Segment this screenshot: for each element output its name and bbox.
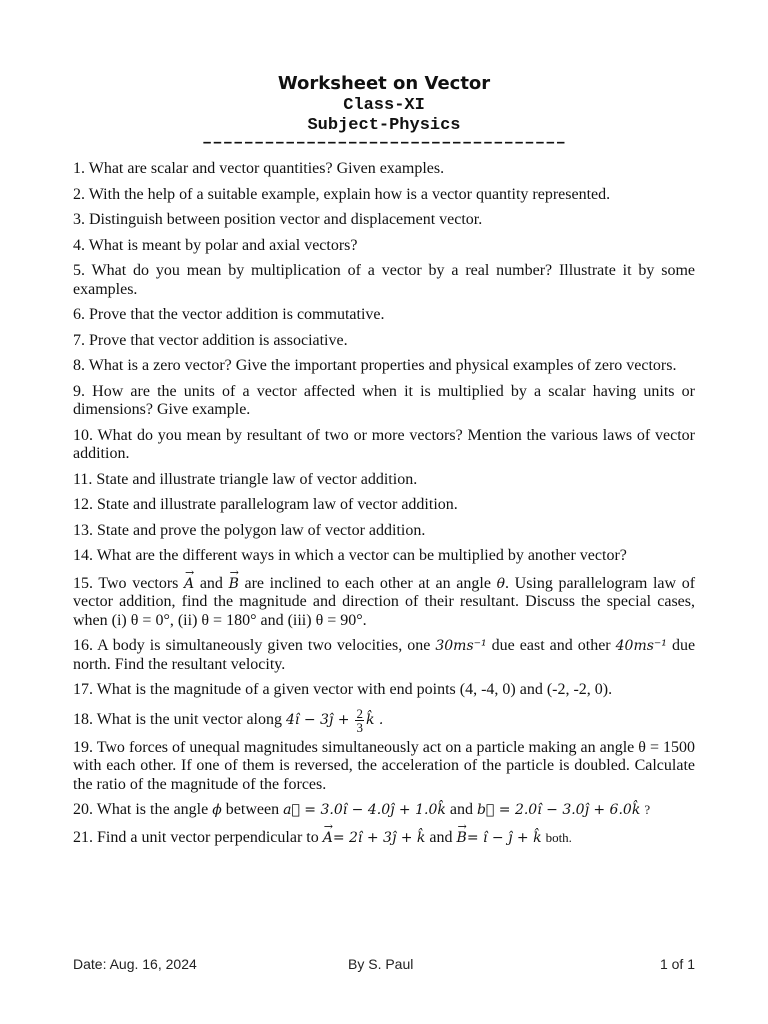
- q15-text-3: are inclined to each other at an angle: [244, 574, 491, 592]
- vector-a-components: = 2î + 3ĵ + k̂: [332, 829, 426, 846]
- q15-text-2: and: [199, 574, 223, 592]
- question-15: [73, 573, 695, 631]
- question-2: 2. With the help of a suitable example, explain how is a vector quantity represented.: [73, 185, 611, 203]
- unit-vector-expression: 4î − 3ĵ +: [286, 711, 350, 728]
- question-14: 14. What are the different ways in which a vector can be multiplied by another vector?: [73, 547, 627, 564]
- question-4: 4. What is meant by polar and axial vectors?: [73, 236, 358, 254]
- vector-a-symbol: → A: [184, 573, 194, 594]
- question-9: 9. How are the units of a vector affected when it is multiplied by a scalar having units or dimensions? Give example.: [73, 382, 695, 418]
- q15-text-4: . Using parallelogram law of vector addition, find the magnitude and direction of their resultant. Discuss the special cases, when (i) θ = 0°, (ii) θ = 180° and (iii) θ = 90°.: [73, 574, 696, 629]
- footer-author: By S. Paul: [348, 956, 414, 972]
- fraction-denominator: 3: [356, 719, 363, 735]
- question-12: 12. State and illustrate parallelogram law of vector addition.: [73, 496, 458, 513]
- question-20: [73, 801, 695, 820]
- class-line: Class-XI: [343, 96, 425, 115]
- q16-text-2: due east and other: [491, 637, 611, 654]
- footer-date: Date: Aug. 16, 2024: [73, 956, 197, 972]
- q21-text-1: 21. Find a unit vector perpendicular to: [73, 828, 319, 846]
- question-5: 5. What do you mean by multiplication of a vector by a real number? Illustrate it by some examples.: [73, 262, 695, 298]
- velocity-east: 30ms⁻¹: [435, 638, 487, 654]
- question-21: [73, 827, 695, 848]
- q15-text-1: 15. Two vectors: [73, 574, 179, 592]
- header-divider: –––––––––––––––––––––––––––––––––––: [201, 134, 567, 153]
- question-6: 6. Prove that the vector addition is commutative.: [73, 306, 385, 323]
- q20-text-2: between: [225, 801, 280, 818]
- phi-symbol: ϕ: [212, 802, 222, 818]
- question-8: 8. What is a zero vector? Give the important properties and physical examples of zero vectors.: [73, 357, 677, 374]
- question-13: 13. State and prove the polygon law of vector addition.: [73, 521, 426, 539]
- theta-symbol: θ: [496, 575, 506, 592]
- q21-text-3: both.: [545, 829, 572, 845]
- vector-b-symbol: → B: [229, 573, 239, 594]
- question-11: 11. State and illustrate triangle law of vector addition.: [73, 470, 418, 488]
- vector-b-expression: b⃗ = 2.0î − 3.0ĵ + 6.0k̂: [476, 802, 641, 818]
- q21-text-2: and: [429, 828, 453, 846]
- worksheet-header: [0, 72, 768, 153]
- question-10: 10. What do you mean by resultant of two or more vectors? Mention the various laws of vector addition.: [73, 426, 695, 462]
- vector-a-expression: a⃗ = 3.0î − 4.0ĵ + 1.0k̂: [283, 802, 446, 818]
- q18-text-1: 18. What is the unit vector along: [73, 710, 282, 728]
- question-19: 19. Two forces of unequal magnitudes simultaneously act on a particle making an angle θ = 1500 with each other. If one of them is reversed, the acceleration of the particle is doubled. Calculate the ratio of the magnitude of the forces.: [73, 738, 695, 793]
- question-7: 7. Prove that vector addition is associative.: [73, 331, 348, 349]
- question-3: 3. Distinguish between position vector and displacement vector.: [73, 211, 483, 228]
- question-17: 17. What is the magnitude of a given vector with end points (4, -4, 0) and (-2, -2, 0).: [73, 681, 613, 698]
- fraction-numerator: 2: [356, 705, 363, 721]
- q16-text-1: 16. A body is simultaneously given two velocities, one: [73, 637, 431, 654]
- vector-b-components: = î − ĵ + k̂: [466, 829, 542, 846]
- question-list: [73, 160, 695, 854]
- fraction-two-thirds: [355, 707, 364, 734]
- question-18: [73, 707, 695, 734]
- footer-page-number: 1 of 1: [659, 956, 695, 972]
- q16-text-3: due north. Find the resultant velocity.: [73, 637, 696, 673]
- velocity-north: 40ms⁻¹: [615, 638, 667, 654]
- vector-a-symbol-q21: → A: [323, 827, 333, 848]
- q20-text-1: 20. What is the angle: [73, 801, 209, 818]
- question-1: 1. What are scalar and vector quantities? Given examples.: [73, 160, 445, 177]
- subject-line: Subject-Physics: [307, 116, 461, 135]
- page-title: Worksheet on Vector: [277, 73, 491, 94]
- vector-b-symbol-q21: → B: [457, 827, 467, 848]
- question-16: [73, 637, 695, 674]
- q20-text-3: and: [449, 801, 473, 818]
- q20-question-mark: ?: [644, 802, 651, 817]
- unit-vector-tail: k̂ .: [365, 711, 384, 728]
